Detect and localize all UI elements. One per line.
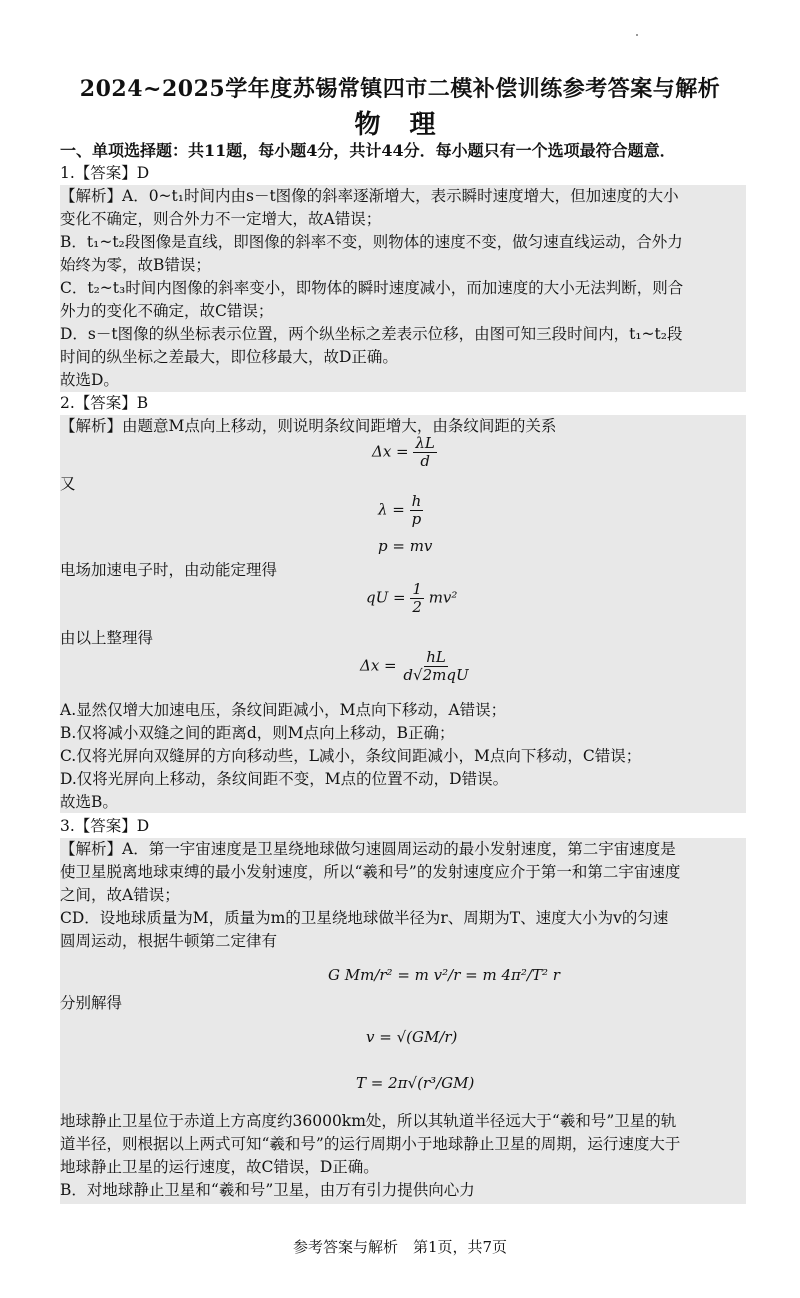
q1-line: 时间的纵坐标之差最大，即位移最大，故D正确。 xyxy=(60,348,398,366)
q3-line: 地球静止卫星位于赤道上方高度约36000km处，所以其轨道半径远大于“羲和号”卫星的轨 xyxy=(60,1112,677,1130)
q2-line3: 由以上整理得 xyxy=(60,629,154,647)
q1-explanation xyxy=(60,185,746,392)
formula-wavelength: λ = $\frac{h}{p}$ xyxy=(378,492,422,528)
q2-explanation xyxy=(60,415,746,813)
q2-answer: 2.【答案】B xyxy=(60,394,149,412)
q1-line: B．t₁~t₂段图像是直线，即图像的斜率不变，则物体的速度不变，做匀速直线运动，合外力 xyxy=(60,233,683,251)
q2-option: A.显然仅增大加速电压，条纹间距减小，M点向下移动，A错误； xyxy=(60,701,507,719)
page-footer: 参考答案与解析 第1页，共7页 xyxy=(292,1238,508,1256)
q2-you: 又 xyxy=(60,475,76,493)
q2-option: B.仅将减小双缝之间的距离d，则M点向上移动，B正确； xyxy=(60,724,455,742)
q1-line: 故选D。 xyxy=(60,371,119,389)
q3-line: 【解析】A．第一宇宙速度是卫星绕地球做匀速圆周运动的最小发射速度，第二宇宙速度是 xyxy=(60,840,676,858)
q3-line: B．对地球静止卫星和“羲和号”卫星，由万有引力提供向心力 xyxy=(60,1181,475,1199)
q3-line: 道半径，则根据以上两式可知“羲和号”的运行周期小于地球静止卫星的周期，运行速度大于 xyxy=(60,1135,681,1153)
q2-intro: 【解析】由题意M点向上移动，则说明条纹间距增大，由条纹间距的关系 xyxy=(60,417,557,435)
q2-option: C.仅将光屏向双缝屏的方向移动些，L减小，条纹间距减小，M点向下移动，C错误； xyxy=(60,747,642,765)
formula-kinetic-energy: qU = $\frac{1}{2}$ mv² xyxy=(366,580,458,616)
q3-explanation xyxy=(60,838,746,1204)
document-title: 2024~2025学年度苏锡常镇四市二模补偿训练参考答案与解析 xyxy=(79,76,721,102)
q1-line: 始终为零，故B错误； xyxy=(60,256,211,274)
formula-momentum: p = mv xyxy=(378,537,433,555)
q2-line2: 电场加速电子时，由动能定理得 xyxy=(60,561,278,579)
formula-velocity: v = √(GM/r) xyxy=(366,1028,458,1046)
formula-fringe-spacing: Δx = $\frac{\lambda L}{d}$ xyxy=(372,434,435,470)
scan-dot xyxy=(636,34,638,36)
q3-line-b: 分别解得 xyxy=(60,994,123,1012)
q2-option: 故选B。 xyxy=(60,793,118,811)
formula-result: Δx = $\frac{hL}{\text{d√2mqU}}$ xyxy=(360,648,469,684)
q1-answer: 1.【答案】D xyxy=(60,164,150,182)
q1-line: 【解析】A．0~t₁时间内由s－t图像的斜率逐渐增大，表示瞬时速度增大，但加速度的大小 xyxy=(60,187,679,205)
section-heading: 一、单项选择题：共11题，每小题4分，共计44分．每小题只有一个选项最符合题意． xyxy=(60,141,676,160)
q3-line: 使卫星脱离地球束缚的最小发射速度，所以“羲和号”的发射速度应介于第一和第二宇宙速度 xyxy=(60,863,681,881)
q3-line: 圆周运动，根据牛顿第二定律有 xyxy=(60,932,278,950)
q3-line: 地球静止卫星的运行速度，故C错误，D正确。 xyxy=(60,1158,379,1176)
q1-line: 变化不确定，则合外力不一定增大，故A错误； xyxy=(60,210,382,228)
q2-option: D.仅将光屏向上移动，条纹间距不变，M点的位置不动，D错误。 xyxy=(60,770,509,788)
q1-line: 外力的变化不确定，故C错误； xyxy=(60,302,274,320)
q3-line: 之间，故A错误； xyxy=(60,886,180,904)
q1-line: D．s－t图像的纵坐标表示位置，两个纵坐标之差表示位移，由图可知三段时间内，t₁~t₂段 xyxy=(60,325,683,343)
formula-gravitation: G Mm/r² = m v²/r = m 4π²/T² r xyxy=(328,966,560,984)
q1-line: C．t₂~t₃时间内图像的斜率变小，即物体的瞬时速度减小，而加速度的大小无法判断，则合 xyxy=(60,279,684,297)
q3-line: CD．设地球质量为M，质量为m的卫星绕地球做半径为r、周期为T、速度大小为v的匀速 xyxy=(60,909,669,927)
formula-period: T = 2π√(r³/GM) xyxy=(356,1074,475,1092)
subject-title: 物 理 xyxy=(354,110,446,140)
q3-answer: 3.【答案】D xyxy=(60,817,150,835)
